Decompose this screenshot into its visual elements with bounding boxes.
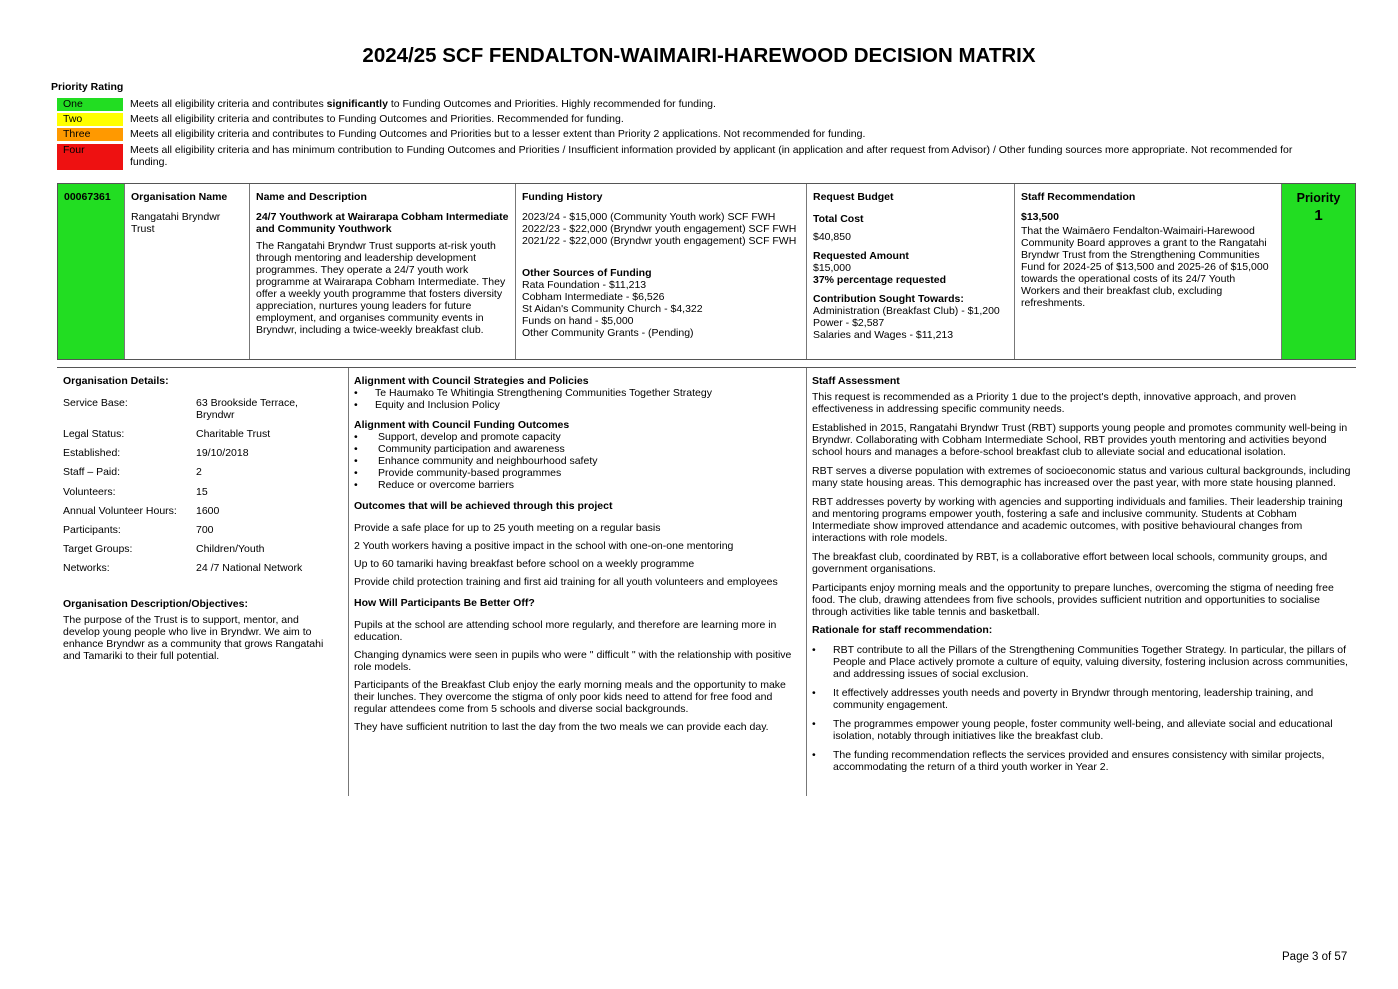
priority-value: 1: [1314, 207, 1323, 224]
name-description-heading: Name and Description: [256, 191, 367, 203]
column-divider: [806, 368, 807, 796]
other-sources-heading: Other Sources of Funding: [522, 267, 652, 279]
outcome-achieved-item: Provide a safe place for up to 25 youth meeting on a regular basis: [354, 522, 661, 534]
priority-label-three: Three: [57, 128, 123, 141]
total-cost-value: $40,850: [813, 231, 851, 243]
org-description-heading: Organisation Description/Objectives:: [63, 598, 248, 610]
organisation-name: Rangatahi Bryndwr Trust: [131, 211, 221, 235]
priority-text-two: Meets all eligibility criteria and contributes to Funding Outcomes and Priorities. Recommended for funding.: [130, 113, 624, 125]
total-cost-label: Total Cost: [813, 213, 864, 225]
rationale-item: • RBT contribute to all the Pillars of the Strengthening Communities Together Strategy. In particular, the pillars of People and Place actively promote a culture of equity, valuing diversity, fostering inclusion across communities, and addressing issues of social exclusion.: [812, 644, 1352, 680]
org-description: The purpose of the Trust is to support, mentor, and develop young people who live in Bryndwr. We aim to enhance Bryndwr as a community that grows Rangatahi and Tamariki to their full potential.: [63, 614, 324, 662]
application-id: 00067361: [64, 191, 111, 203]
detail-label: Legal Status:: [63, 428, 125, 440]
section-divider: [57, 367, 1356, 368]
rationale-item: • The funding recommendation reflects the services provided and ensures consistency with similar projects, accommodating the return of a third youth worker in Year 2.: [812, 749, 1352, 773]
org-details-heading: Organisation Details:: [63, 375, 169, 387]
detail-value: 24 /7 National Network: [196, 562, 303, 574]
detail-value: 19/10/2018: [196, 447, 249, 459]
funding-history-item: 2021/22 - $22,000 (Bryndwr youth engagement) SCF FWH: [522, 235, 797, 247]
staff-recommendation-heading: Staff Recommendation: [1021, 191, 1136, 203]
alignment-column: [354, 375, 800, 733]
assessment-paragraph: RBT serves a diverse population with extremes of socioeconomic status and various cultural backgrounds, including many state housing areas. This demographic has increased over the past year, with more state housing planned.: [812, 465, 1351, 489]
detail-value: 2: [196, 466, 202, 478]
strategy-item: • Te Haumako Te Whitingia Strengthening Communities Together Strategy: [354, 387, 800, 399]
better-off-heading: How Will Participants Be Better Off?: [354, 597, 535, 609]
project-title: 24/7 Youthwork at Wairarapa Cobham Intermediate and Community Youthwork: [256, 211, 509, 235]
staff-assessment-column: [812, 375, 1352, 773]
contribution-heading: Contribution Sought Towards:: [813, 293, 964, 305]
organisation-name-heading: Organisation Name: [131, 191, 228, 203]
funding-outcome-item: • Enhance community and neighbourhood safety: [354, 455, 800, 467]
assessment-paragraph: This request is recommended as a Priority 1 due to the project's depth, innovative approach, and proven effectiveness in addressing specific community needs.: [812, 391, 1297, 415]
funding-history-item: 2023/24 - $15,000 (Community Youth work) SCF FWH: [522, 211, 776, 223]
outcome-achieved-item: 2 Youth workers having a positive impact in the school with one-on-one mentoring: [354, 540, 734, 552]
funding-outcome-item: • Provide community-based programmes: [354, 467, 800, 479]
strategies-heading: Alignment with Council Strategies and Policies: [354, 375, 589, 387]
funding-history-heading: Funding History: [522, 191, 603, 203]
strategy-item: • Equity and Inclusion Policy: [354, 399, 800, 411]
org-detail-service-base: [63, 397, 343, 423]
priority-rating-heading: Priority Rating: [51, 81, 124, 93]
detail-label: Networks:: [63, 562, 110, 574]
detail-value: Children/Youth: [196, 543, 265, 555]
better-off-item: They have sufficient nutrition to last the day from the two meals we can provide each day.: [354, 721, 769, 733]
other-source-item: Rata Foundation - $11,213: [522, 279, 647, 291]
rationale-item: • The programmes empower young people, foster community well-being, and alleviate social and educational isolation, notably through initiatives like the breakfast club.: [812, 718, 1352, 742]
requested-amount-label: Requested Amount: [813, 250, 909, 262]
assessment-paragraph: Established in 2015, Rangatahi Bryndwr Trust (RBT) supports young people and promotes community well-being in Bryndwr. Collaborating with Cobham Intermediate School, RBT provides youth mentoring and activities beyond school hours and manages a before-school breakfast club to alleviate social and educational isolation.: [812, 422, 1348, 458]
priority-text-four: Meets all eligibility criteria and has minimum contribution to Funding Outcomes and Priorities / Insufficient information provided by applicant (in application and after request from Advisor) / Other funding sources more appropriate. Not recommended for funding.: [130, 144, 1293, 168]
other-source-item: St Aidan's Community Church - $4,322: [522, 303, 703, 315]
request-budget-heading: Request Budget: [813, 191, 894, 203]
priority-row-four: [57, 144, 1327, 170]
better-off-item: Pupils at the school are attending school more regularly, and therefore are learning more in education.: [354, 619, 777, 643]
assessment-paragraph: Participants enjoy morning meals and the opportunity to prepare lunches, overcoming the stigma of needing free food. The club, drawing attendees from five schools, provides sufficient nutrition and opportunities to socialise through activities like table tennis and basketball.: [812, 582, 1334, 618]
detail-value: 63 Brookside Terrace, Bryndwr: [196, 397, 298, 421]
other-source-item: Cobham Intermediate - $6,526: [522, 291, 665, 303]
funding-outcome-item: • Reduce or overcome barriers: [354, 479, 800, 491]
detail-label: Established:: [63, 447, 121, 459]
assessment-paragraph: RBT addresses poverty by working with agencies and supporting individuals and families. Their leadership training and mentoring programs empower youth, fostering a safe and inclusive community. Students at Cobham Intermediate show improved attendance and academic outcomes, with positive behavioural changes from interactions with role models.: [812, 496, 1343, 544]
detail-value: 1600: [196, 505, 220, 517]
outcomes-achieved-heading: Outcomes that will be achieved through this project: [354, 500, 613, 512]
organisation-name-cell: [125, 184, 250, 359]
priority-heading: Priority: [1296, 191, 1341, 205]
detail-label: Service Base:: [63, 397, 128, 409]
contribution-item: Salaries and Wages - $11,213: [813, 329, 954, 341]
column-divider: [348, 368, 349, 796]
better-off-item: Changing dynamics were seen in pupils who were " difficult " with the relationship with positive role models.: [354, 649, 792, 673]
name-description-cell: [250, 184, 516, 359]
funding-history-list: [522, 211, 800, 247]
outcome-achieved-item: Up to 60 tamariki having breakfast before school on a weekly programme: [354, 558, 695, 570]
contribution-item: Administration (Breakfast Club) - $1,200: [813, 305, 1000, 317]
funding-outcome-item: • Community participation and awareness: [354, 443, 800, 455]
rationale-list: [812, 644, 1352, 773]
decision-matrix: [57, 183, 1356, 360]
detail-label: Participants:: [63, 524, 121, 536]
rationale-item: • It effectively addresses youth needs and poverty in Bryndwr through mentoring, leadership training, and community engagement.: [812, 687, 1352, 711]
staff-recommendation-amount: $13,500: [1021, 211, 1059, 223]
detail-value: Charitable Trust: [196, 428, 271, 440]
contribution-item: Power - $2,587: [813, 317, 885, 329]
other-source-item: Other Community Grants - (Pending): [522, 327, 694, 339]
outcome-achieved-item: Provide child protection training and first aid training for all youth volunteers and employees: [354, 576, 778, 588]
staff-assessment-heading: Staff Assessment: [812, 375, 900, 387]
page-number: Page 3 of 57: [1282, 951, 1348, 963]
priority-row-two: [57, 113, 1327, 126]
priority-cell: [1282, 184, 1355, 359]
funding-history-item: 2022/23 - $22,000 (Bryndwr youth engagement) SCF FWH: [522, 223, 797, 235]
priority-row-three: [57, 128, 1327, 141]
detail-value: 15: [196, 486, 208, 498]
rationale-heading: Rationale for staff recommendation:: [812, 624, 993, 636]
project-description: The Rangatahi Bryndwr Trust supports at-risk youth through mentoring and leadership development programmes. They operate a 24/7 youth work programme at Wairarapa Cobham Intermediate. They offer a weekly youth programme that fosters diversity appreciation, nurtures young leaders for future employment, and organises community events in Bryndwr, including a twice-weekly breakfast club.: [256, 240, 506, 336]
funding-outcome-item: • Support, develop and promote capacity: [354, 431, 800, 443]
strategies-list: [354, 387, 800, 411]
application-id-cell: [58, 184, 125, 359]
detail-label: Staff – Paid:: [63, 466, 121, 478]
staff-recommendation-text: That the Waimāero Fendalton-Waimairi-Harewood Community Board approves a grant to the Rangatahi Bryndwr Trust from the Strengthening Communities Fund for 2024-25 of $13,500 and 2025-26 of $15,000 towards the operational costs of its 24/7 Youth Workers and their breakfast club, excluding refreshments.: [1021, 225, 1269, 309]
other-sources-list: [522, 279, 800, 339]
request-budget-cell: [807, 184, 1015, 359]
priority-label-two: Two: [57, 113, 123, 126]
priority-label-four: Four: [57, 144, 123, 170]
page-title: 2024/25 SCF FENDALTON-WAIMAIRI-HAREWOOD DECISION MATRIX: [362, 44, 1036, 67]
other-source-item: Funds on hand - $5,000: [522, 315, 634, 327]
percentage-requested: 37% percentage requested: [813, 274, 947, 286]
funding-history-cell: [516, 184, 807, 359]
detail-label: Volunteers:: [63, 486, 116, 498]
priority-label-one: One: [57, 98, 123, 111]
detail-label: Target Groups:: [63, 543, 133, 555]
detail-label: Annual Volunteer Hours:: [63, 505, 177, 517]
funding-outcomes-list: [354, 431, 800, 491]
priority-text-three: Meets all eligibility criteria and contributes to Funding Outcomes and Priorities but to a lesser extent than Priority 2 applications. Not recommended for funding.: [130, 128, 866, 140]
detail-value: 700: [196, 524, 214, 536]
staff-recommendation-cell: [1015, 184, 1282, 359]
assessment-paragraph: The breakfast club, coordinated by RBT, is a collaborative effort between local schools, community groups, and government organisations.: [812, 551, 1328, 575]
better-off-item: Participants of the Breakfast Club enjoy the early morning meals and the opportunity to make their lunches. They overcome the stigma of only poor kids need to attend for free food and regular attendees come from 5 schools and diverse social backgrounds.: [354, 679, 786, 715]
priority-text-one: Meets all eligibility criteria and contributes significantly to Funding Outcomes and Priorities. Highly recommended for funding.: [130, 98, 716, 110]
priority-row-one: [57, 98, 1327, 111]
funding-outcomes-heading: Alignment with Council Funding Outcomes: [354, 419, 570, 431]
requested-amount-value: $15,000: [813, 262, 851, 274]
